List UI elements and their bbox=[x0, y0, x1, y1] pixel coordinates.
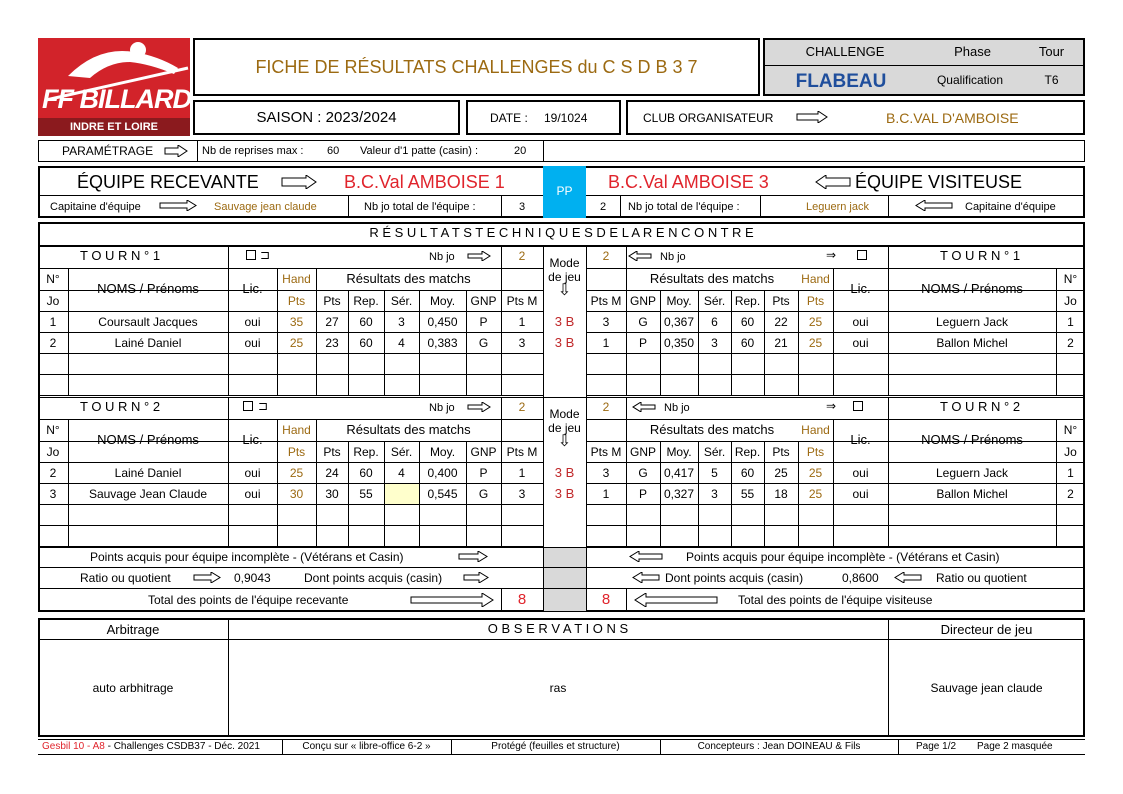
ff-billard-logo bbox=[38, 38, 190, 136]
patte-label: Valeur d'1 patte (casin) : bbox=[360, 145, 479, 157]
arrow-down-icon: ⇩ bbox=[557, 282, 572, 299]
arrow-left-icon bbox=[628, 251, 652, 261]
arrow-right-icon bbox=[458, 551, 488, 562]
phase-value: Qualification bbox=[936, 73, 1004, 87]
col-noms-header: NOMS / Prénoms bbox=[97, 432, 199, 447]
cell-ser: 3 bbox=[398, 315, 405, 329]
mode-value: 3 B bbox=[554, 335, 575, 350]
concu: Conçu sur « libre-office 6-2 » bbox=[302, 741, 431, 752]
cell-moy: 0,400 bbox=[427, 466, 458, 480]
cell-moy-right: 0,327 bbox=[663, 487, 695, 501]
col-lic-header-right: Lic. bbox=[850, 281, 871, 296]
challenge-value: FLABEAU bbox=[795, 71, 887, 92]
col-hand-header: Hand bbox=[282, 423, 311, 437]
col-ser-header-right: Sér. bbox=[703, 445, 726, 459]
arrow-right-icon bbox=[159, 200, 197, 211]
checkbox-icon[interactable] bbox=[246, 250, 256, 260]
cell-ser-right: 3 bbox=[711, 336, 718, 350]
cell-moy-right: 0,350 bbox=[663, 336, 695, 350]
nbjo-label-right: Nb jo bbox=[660, 251, 686, 263]
col-gnp-header-right: GNP bbox=[629, 445, 656, 459]
col-pts-header-right: Pts bbox=[772, 445, 790, 459]
arrow-right-icon bbox=[467, 402, 491, 412]
away-captain: Leguern jack bbox=[806, 201, 869, 213]
cell-n-right: 1 bbox=[1067, 466, 1074, 480]
col-pts-header: Pts bbox=[323, 445, 341, 459]
col-moy-header: Moy. bbox=[429, 445, 456, 459]
directeur-value: Sauvage jean claude bbox=[930, 681, 1043, 695]
cell-rep-right: 60 bbox=[740, 315, 755, 329]
arrow-right-icon bbox=[796, 111, 828, 123]
home-nbjo: 3 bbox=[518, 201, 526, 213]
cell-lic-right: oui bbox=[852, 336, 869, 350]
arrow-small-icon: ⊐ bbox=[260, 248, 271, 262]
col-rep-header-right: Rep. bbox=[734, 294, 761, 308]
logo-brand: FF BILLARD bbox=[42, 84, 191, 114]
cell-lic: oui bbox=[244, 336, 261, 350]
col-pts-header-right: Pts bbox=[772, 294, 790, 308]
phase-header: Phase bbox=[954, 44, 991, 59]
col-lic-header: Lic. bbox=[242, 281, 263, 296]
cell-n: 3 bbox=[49, 487, 57, 501]
cell-pts: 24 bbox=[325, 466, 339, 480]
checkbox-icon[interactable] bbox=[243, 401, 253, 411]
date-value: 19/1024 bbox=[544, 111, 588, 125]
tour-header: Tour bbox=[1038, 44, 1065, 59]
col-n-header: N° bbox=[46, 423, 60, 437]
cell-pts-right: 18 bbox=[774, 487, 788, 501]
away-nbjo: 2 bbox=[599, 201, 607, 213]
col-moy-header-right: Moy. bbox=[666, 445, 692, 459]
cell-rep: 60 bbox=[359, 466, 373, 480]
away-label: ÉQUIPE VISITEUSE bbox=[855, 172, 1023, 192]
col-hand-pts-header: Pts bbox=[287, 445, 306, 459]
cell-ptsm-right: 3 bbox=[602, 315, 610, 329]
reprises-label: Nb de reprises max : bbox=[202, 145, 304, 157]
col-lic-header: Lic. bbox=[242, 432, 263, 447]
credits-left bbox=[42, 740, 260, 753]
cell-rep: 55 bbox=[359, 487, 373, 501]
cell-ser: 4 bbox=[398, 466, 405, 480]
ratio-right: 0,8600 bbox=[842, 571, 879, 585]
away-team: B.C.Val AMBOISE 3 bbox=[608, 172, 769, 192]
arbitrage-value: auto arbhitrage bbox=[92, 681, 174, 695]
col-moy-header: Moy. bbox=[429, 294, 456, 308]
mode-header: Mode bbox=[549, 407, 580, 421]
challenge-header: CHALLENGE bbox=[805, 44, 885, 59]
cell-moy-right: 0,367 bbox=[663, 315, 695, 329]
mode-header: de jeu bbox=[548, 270, 581, 284]
ratio-left: 0,9043 bbox=[234, 571, 271, 585]
reprises-value: 60 bbox=[327, 145, 340, 157]
arrow-small-icon: ⇒ bbox=[826, 399, 837, 413]
param-label: PARAMÉTRAGE bbox=[62, 144, 154, 158]
col-jo-header: Jo bbox=[46, 294, 60, 308]
tour-label-right: T O U R N ° 2 bbox=[940, 399, 1021, 414]
nbjo-right: 2 bbox=[602, 249, 610, 263]
cell-ptsm: 3 bbox=[518, 336, 526, 350]
cell-gnp: P bbox=[479, 466, 488, 480]
arrow-right-icon bbox=[193, 572, 221, 583]
col-ptsm-header: Pts M bbox=[506, 294, 538, 308]
arrow-right-icon bbox=[410, 593, 494, 607]
cell-lic: oui bbox=[244, 315, 261, 329]
col-gnp-header-right: GNP bbox=[629, 294, 656, 308]
cell-hand-right: 25 bbox=[808, 336, 823, 350]
date-label: DATE : bbox=[490, 111, 528, 125]
col-resultats-header-right: Résultats des matchs bbox=[649, 422, 775, 437]
section-title: R É S U L T A T S T E C H N I Q U E S D E L A R E N C O N T R E bbox=[369, 225, 754, 240]
arrow-right-icon bbox=[281, 175, 317, 189]
col-resultats-header: Résultats des matchs bbox=[346, 422, 471, 437]
checkbox-icon[interactable] bbox=[853, 401, 863, 411]
cell-pts: 23 bbox=[325, 336, 339, 350]
total-left: 8 bbox=[517, 591, 527, 608]
col-hand-header-right: Hand bbox=[801, 272, 830, 286]
cell-ptsm-right: 1 bbox=[602, 336, 610, 350]
incomplete-right: Points acquis pour équipe incomplète - (Vétérans et Casin) bbox=[686, 550, 1000, 564]
col-ptsm-header-right: Pts M bbox=[590, 294, 622, 308]
checkbox-icon[interactable] bbox=[857, 250, 867, 260]
col-hand-header: Hand bbox=[282, 272, 311, 286]
home-label: ÉQUIPE RECEVANTE bbox=[77, 172, 259, 192]
tour-label-right: T O U R N ° 1 bbox=[940, 248, 1021, 263]
cell-gnp: P bbox=[479, 315, 488, 329]
mode-value: 3 B bbox=[554, 314, 575, 329]
cell-ser-right: 5 bbox=[711, 466, 718, 480]
col-rep-header-right: Rep. bbox=[734, 445, 761, 459]
arbitrage-header: Arbitrage bbox=[106, 622, 160, 637]
cell-rep-right: 60 bbox=[740, 466, 755, 480]
col-jo-header-right: Jo bbox=[1064, 445, 1077, 459]
cell-lic: oui bbox=[244, 487, 261, 501]
cell-nom: Sauvage Jean Claude bbox=[88, 487, 208, 501]
tour-label: T O U R N ° 2 bbox=[80, 399, 161, 414]
page-number: Page 1/2 bbox=[916, 741, 957, 752]
cell-gnp-right: P bbox=[638, 487, 647, 501]
nbjo-left: 2 bbox=[518, 249, 526, 263]
arrow-left-icon bbox=[815, 175, 851, 189]
col-ser-header: Sér. bbox=[390, 445, 413, 459]
cell-ptsm: 1 bbox=[518, 315, 526, 329]
club-label: CLUB ORGANISATEUR bbox=[643, 111, 774, 125]
col-n-header: N° bbox=[46, 272, 60, 286]
cell-rep: 60 bbox=[359, 336, 373, 350]
cell-ser-right: 3 bbox=[711, 487, 718, 501]
arrow-right-icon bbox=[463, 572, 489, 583]
patte-value: 20 bbox=[514, 145, 527, 157]
observations-header: O B S E R V A T I O N S bbox=[487, 621, 629, 636]
cell-ptsm: 1 bbox=[518, 466, 526, 480]
cell-n: 2 bbox=[49, 336, 57, 350]
col-ser-header: Sér. bbox=[390, 294, 413, 308]
cell-hand: 25 bbox=[289, 466, 304, 480]
col-noms-header-right: NOMS / Prénoms bbox=[921, 281, 1023, 296]
cell-pts-right: 22 bbox=[774, 315, 788, 329]
cell-moy-right: 0,417 bbox=[663, 466, 695, 480]
nbjo-label-right: Nb jo bbox=[664, 402, 690, 414]
cell-gnp: G bbox=[478, 336, 489, 350]
nbjo-label: Nb jo bbox=[429, 251, 455, 263]
arrow-small-icon: ⊐ bbox=[258, 399, 269, 413]
arrow-left-icon bbox=[894, 572, 922, 583]
observations-value: ras bbox=[549, 681, 567, 695]
arrow-left-icon bbox=[629, 551, 663, 562]
summary-center bbox=[543, 547, 586, 611]
arrow-down-icon: ⇩ bbox=[557, 433, 572, 450]
cell-n: 1 bbox=[49, 315, 57, 329]
concepteurs: Concepteurs : Jean DOINEAU & Fils bbox=[697, 741, 861, 752]
cell-rep-right: 55 bbox=[740, 487, 755, 501]
col-rep-header: Rep. bbox=[353, 294, 379, 308]
away-cap-label: Capitaine d'équipe bbox=[965, 201, 1056, 213]
mode-header: de jeu bbox=[548, 421, 581, 435]
arrow-left-icon bbox=[634, 593, 718, 607]
cell-n-right: 2 bbox=[1067, 487, 1074, 501]
ratio-label-right: Ratio ou quotient bbox=[936, 571, 1027, 585]
cell-pts-right: 21 bbox=[774, 336, 788, 350]
cell-ser: 4 bbox=[398, 336, 405, 350]
cell-nom-right: Leguern Jack bbox=[935, 466, 1009, 480]
club-value: B.C.VAL D'AMBOISE bbox=[886, 110, 1019, 126]
arrow-right-icon bbox=[164, 145, 188, 157]
cell-hand: 25 bbox=[289, 336, 304, 350]
col-hand-pts-header-right: Pts bbox=[806, 445, 825, 459]
col-pts-header: Pts bbox=[323, 294, 341, 308]
cell-gnp: G bbox=[478, 487, 489, 501]
cell-hand-right: 25 bbox=[808, 315, 823, 329]
home-captain: Sauvage jean claude bbox=[214, 201, 317, 213]
tour-value: T6 bbox=[1044, 73, 1059, 87]
incomplete-left: Points acquis pour équipe incomplète - (Vétérans et Casin) bbox=[90, 550, 404, 564]
param-box bbox=[38, 140, 1085, 162]
cell-nom-right: Ballon Michel bbox=[936, 336, 1008, 350]
cell-n: 2 bbox=[49, 466, 57, 480]
cell-nom: Lainé Daniel bbox=[114, 466, 182, 480]
cell-ser-right: 6 bbox=[711, 315, 718, 329]
arrow-left-icon bbox=[915, 200, 953, 211]
cell-moy: 0,450 bbox=[427, 315, 458, 329]
col-n-header-right: N° bbox=[1063, 423, 1078, 437]
cell-nom: Lainé Daniel bbox=[114, 336, 182, 350]
cell-nom-right: Leguern Jack bbox=[935, 315, 1009, 329]
cell-rep: 60 bbox=[359, 315, 373, 329]
home-cap-label: Capitaine d'équipe bbox=[50, 201, 141, 213]
col-ptsm-header: Pts M bbox=[506, 445, 538, 459]
arrow-left-icon bbox=[632, 402, 656, 412]
arrow-small-icon: ⇒ bbox=[826, 248, 837, 262]
nbjo-right: 2 bbox=[602, 400, 610, 414]
cell-ptsm: 3 bbox=[518, 487, 526, 501]
cell-gnp-right: P bbox=[638, 336, 647, 350]
cell-nom: Coursault Jacques bbox=[98, 315, 198, 329]
cell-gnp-right: G bbox=[638, 466, 648, 480]
col-resultats-header: Résultats des matchs bbox=[346, 271, 471, 286]
col-gnp-header: GNP bbox=[470, 445, 497, 459]
home-nbjo-label: Nb jo total de l'équipe : bbox=[364, 201, 476, 213]
cell-rep-right: 60 bbox=[740, 336, 755, 350]
cell-pts: 27 bbox=[325, 315, 339, 329]
total-right: 8 bbox=[601, 591, 611, 608]
col-jo-header: Jo bbox=[46, 445, 60, 459]
pp-label: PP bbox=[556, 184, 573, 198]
mode-value: 3 B bbox=[554, 465, 575, 480]
col-gnp-header: GNP bbox=[470, 294, 497, 308]
nbjo-left: 2 bbox=[518, 400, 526, 414]
cell-hand: 35 bbox=[289, 315, 304, 329]
cell-n-right: 1 bbox=[1067, 315, 1074, 329]
col-noms-header: NOMS / Prénoms bbox=[97, 281, 199, 296]
cell-moy: 0,383 bbox=[427, 336, 458, 350]
col-jo-header-right: Jo bbox=[1064, 294, 1077, 308]
cell-pts-right: 25 bbox=[774, 466, 788, 480]
protege: Protégé (feuilles et structure) bbox=[491, 741, 620, 752]
col-n-header-right: N° bbox=[1063, 272, 1078, 286]
cell-gnp-right: G bbox=[638, 315, 648, 329]
cell-ptsm-right: 1 bbox=[602, 487, 610, 501]
gesbil-version: Gesbil 10 - A8 bbox=[42, 741, 105, 752]
casin-label-left: Dont points acquis (casin) bbox=[304, 571, 443, 585]
nbjo-label: Nb jo bbox=[429, 402, 455, 414]
saison: SAISON : 2023/2024 bbox=[256, 109, 397, 126]
mode-header: Mode bbox=[549, 256, 580, 270]
cell-lic-right: oui bbox=[852, 466, 869, 480]
col-ptsm-header-right: Pts M bbox=[590, 445, 622, 459]
col-lic-header-right: Lic. bbox=[850, 432, 871, 447]
col-hand-header-right: Hand bbox=[801, 423, 830, 437]
challenges-date: - Challenges CSDB37 - Déc. 2021 bbox=[104, 741, 260, 752]
cell-lic: oui bbox=[244, 466, 261, 480]
page-title: FICHE DE RÉSULTATS CHALLENGES du C S D B 3 7 bbox=[255, 57, 698, 77]
col-moy-header-right: Moy. bbox=[666, 294, 692, 308]
empty-cell[interactable] bbox=[385, 484, 419, 504]
cell-lic-right: oui bbox=[852, 315, 869, 329]
arrow-right-icon bbox=[467, 251, 491, 261]
cell-hand-right: 25 bbox=[808, 466, 823, 480]
cell-hand-right: 25 bbox=[808, 487, 823, 501]
cell-hand: 30 bbox=[289, 487, 304, 501]
tour-label: T O U R N ° 1 bbox=[80, 248, 161, 263]
cell-nom-right: Ballon Michel bbox=[936, 487, 1008, 501]
col-noms-header-right: NOMS / Prénoms bbox=[921, 432, 1023, 447]
col-hand-pts-header: Pts bbox=[287, 294, 306, 308]
casin-label-right: Dont points acquis (casin) bbox=[665, 571, 804, 585]
page-masquee: Page 2 masquée bbox=[977, 741, 1053, 752]
cell-pts: 30 bbox=[325, 487, 339, 501]
arrow-left-icon bbox=[632, 572, 660, 583]
logo-region: INDRE ET LOIRE bbox=[69, 121, 158, 133]
directeur-header: Directeur de jeu bbox=[940, 622, 1033, 637]
ratio-label-left: Ratio ou quotient bbox=[80, 571, 171, 585]
home-team: B.C.Val AMBOISE 1 bbox=[344, 172, 505, 192]
mode-value: 3 B bbox=[554, 486, 575, 501]
col-hand-pts-header-right: Pts bbox=[806, 294, 825, 308]
col-resultats-header-right: Résultats des matchs bbox=[649, 271, 775, 286]
total-right-label: Total des points de l'équipe visiteuse bbox=[738, 593, 933, 607]
col-rep-header: Rep. bbox=[353, 445, 379, 459]
cell-n-right: 2 bbox=[1067, 336, 1074, 350]
col-ser-header-right: Sér. bbox=[703, 294, 726, 308]
cell-lic-right: oui bbox=[852, 487, 869, 501]
away-nbjo-label: Nb jo total de l'équipe : bbox=[628, 201, 740, 213]
cell-ptsm-right: 3 bbox=[602, 466, 610, 480]
total-left-label: Total des points de l'équipe recevante bbox=[148, 593, 349, 607]
cell-moy: 0,545 bbox=[427, 487, 458, 501]
